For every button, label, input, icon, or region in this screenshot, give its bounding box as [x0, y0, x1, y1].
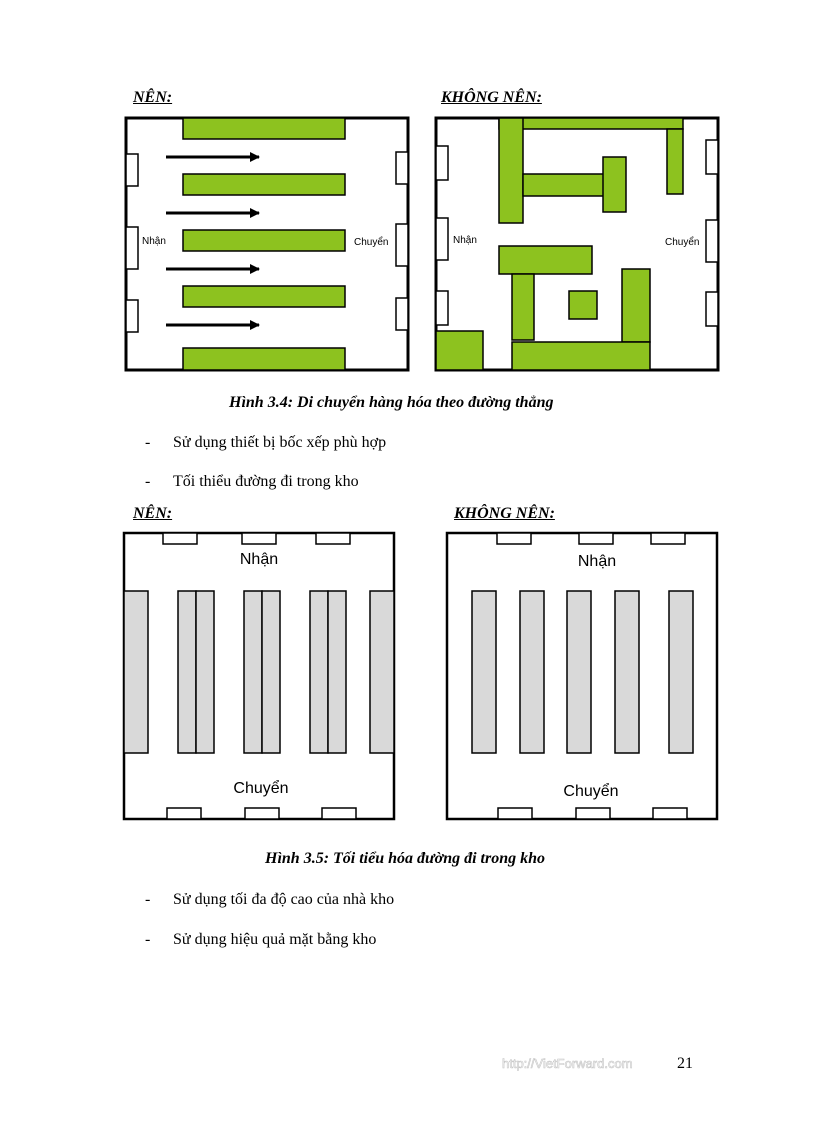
- receiving-dock: [163, 533, 197, 544]
- receiving-dock: [651, 533, 685, 544]
- receive-label: Nhận: [577, 553, 617, 570]
- storage-rack: [178, 591, 196, 753]
- receive-label: Nhận: [142, 236, 166, 247]
- fig34-good-heading: NÊN:: [133, 89, 173, 106]
- receiving-dock: [436, 291, 448, 325]
- storage-rack: [183, 348, 345, 370]
- fig34-caption: Hình 3.4: Di chuyển hàng hóa theo đường thẳng: [229, 394, 554, 411]
- storage-rack: [499, 118, 523, 223]
- shipping-dock: [498, 808, 532, 819]
- fig35-bad-diagram: [443, 529, 723, 824]
- receiving-dock: [436, 146, 448, 180]
- page-number: 21: [677, 1055, 693, 1072]
- storage-rack: [603, 157, 626, 212]
- storage-rack: [512, 342, 650, 370]
- storage-rack: [569, 291, 597, 319]
- storage-rack: [520, 591, 544, 753]
- fig35-caption: Hình 3.5: Tối tiểu hóa đường đi trong kho: [265, 850, 546, 867]
- receiving-dock: [436, 218, 448, 260]
- storage-rack: [183, 118, 345, 139]
- receiving-dock: [126, 300, 138, 332]
- ship-label: Chuyển: [233, 780, 289, 797]
- receive-label: Nhận: [453, 235, 477, 246]
- shipping-dock: [167, 808, 201, 819]
- storage-rack: [183, 230, 345, 251]
- bullet-item: - Tối thiểu đường đi trong kho: [145, 473, 359, 490]
- bullet-item: - Sử dụng hiệu quả mặt bằng kho: [145, 931, 377, 948]
- storage-rack: [499, 118, 683, 129]
- shipping-dock: [396, 152, 408, 184]
- storage-rack: [615, 591, 639, 753]
- fig34-bad-heading: KHÔNG NÊN:: [441, 89, 542, 106]
- storage-rack: [567, 591, 591, 753]
- shipping-dock: [245, 808, 279, 819]
- storage-rack: [512, 274, 534, 340]
- fig35-bad-heading: KHÔNG NÊN:: [454, 505, 555, 522]
- storage-rack: [669, 591, 693, 753]
- receiving-dock: [126, 154, 138, 186]
- shipping-dock: [576, 808, 610, 819]
- fig35-good-diagram: [120, 529, 400, 824]
- shipping-dock: [653, 808, 687, 819]
- storage-rack: [436, 331, 483, 370]
- receiving-dock: [126, 227, 138, 269]
- receiving-dock: [242, 533, 276, 544]
- fig34-good-diagram: [120, 112, 420, 376]
- receiving-dock: [316, 533, 350, 544]
- shipping-dock: [706, 220, 718, 262]
- shipping-dock: [396, 298, 408, 330]
- receive-label: Nhận: [239, 551, 279, 568]
- storage-rack: [124, 591, 148, 753]
- receiving-dock: [579, 533, 613, 544]
- ship-label: Chuyển: [563, 783, 619, 800]
- shipping-dock: [706, 292, 718, 326]
- storage-rack: [183, 174, 345, 195]
- bullet-item: - Sử dụng tối đa độ cao của nhà kho: [145, 891, 395, 908]
- fig34-bad-diagram: [430, 112, 726, 376]
- shipping-dock: [322, 808, 356, 819]
- storage-rack: [244, 591, 262, 753]
- storage-rack: [196, 591, 214, 753]
- watermark: http://VietForward.com: [502, 1056, 633, 1071]
- storage-rack: [523, 174, 604, 196]
- storage-rack: [328, 591, 346, 753]
- storage-rack: [183, 286, 345, 307]
- ship-label: Chuyển: [665, 237, 700, 248]
- storage-rack: [310, 591, 328, 753]
- storage-rack: [667, 129, 683, 194]
- storage-rack: [370, 591, 394, 753]
- storage-rack: [472, 591, 496, 753]
- bullet-item: - Sử dụng thiết bị bốc xếp phù hợp: [145, 434, 387, 451]
- storage-rack: [499, 246, 592, 274]
- fig35-good-heading: NÊN:: [133, 505, 173, 522]
- shipping-dock: [396, 224, 408, 266]
- storage-rack: [622, 269, 650, 342]
- ship-label: Chuyển: [354, 237, 389, 248]
- storage-rack: [262, 591, 280, 753]
- shipping-dock: [706, 140, 718, 174]
- receiving-dock: [497, 533, 531, 544]
